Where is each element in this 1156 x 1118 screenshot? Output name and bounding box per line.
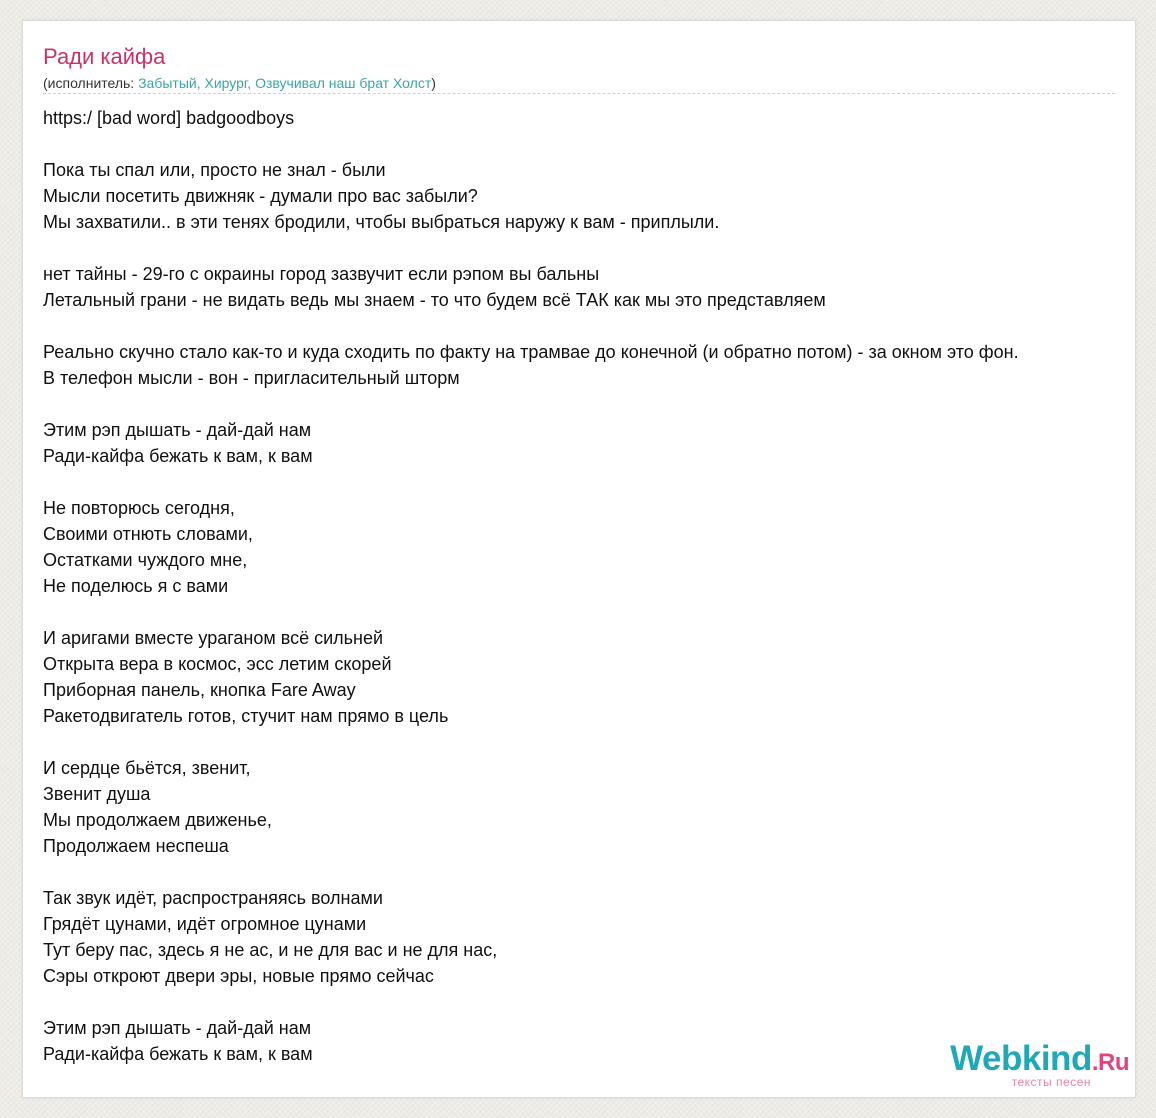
logo-name: Webkind <box>950 1039 1092 1078</box>
lyrics-line: Приборная панель, кнопка Fare Away <box>43 680 356 700</box>
artist-suffix: ) <box>431 75 436 91</box>
lyrics-text <box>43 105 1135 1067</box>
lyrics-blank-line <box>43 859 1135 885</box>
lyrics-line: В телефон мысли - вон - пригласительный шторм <box>43 368 460 388</box>
lyrics-line: Остатками чуждого мне, <box>43 550 248 570</box>
lyrics-line: нет тайны - 29-го с окраины город зазвучит если рэпом вы бальны <box>43 264 600 284</box>
artist-line <box>43 74 436 92</box>
lyrics-blank-line <box>43 729 1135 755</box>
lyrics-line: Мысли посетить движняк - думали про вас забыли? <box>43 186 478 206</box>
site-logo[interactable] <box>929 1039 1129 1089</box>
lyrics-line: Этим рэп дышать - дай-дай нам <box>43 1018 312 1038</box>
lyrics-blank-line <box>43 313 1135 339</box>
lyrics-blank-line <box>43 391 1135 417</box>
lyrics-card <box>22 20 1136 1098</box>
artist-prefix: (исполнитель: <box>43 75 139 91</box>
lyrics-line: https:/ [bad word] badgoodboys <box>43 108 295 128</box>
lyrics-line: Так звук идёт, распространяясь волнами <box>43 888 383 908</box>
logo-tld: .Ru <box>1091 1049 1129 1076</box>
song-title: Ради кайфа <box>43 44 166 69</box>
lyrics-blank-line <box>43 131 1135 157</box>
lyrics-line: И аригами вместе ураганом всё сильней <box>43 628 384 648</box>
lyrics-line: Ради-кайфа бежать к вам, к вам <box>43 1044 313 1064</box>
lyrics-line: Реально скучно стало как-то и куда сходить по факту на трамвае до конечной (и обратно потом) - за окном это фон. <box>43 342 1019 362</box>
lyrics-line: Мы продолжаем движенье, <box>43 810 272 830</box>
lyrics-line: Летальный грани - не видать ведь мы знаем - то что будем всё ТАК как мы это представляем <box>43 290 826 310</box>
lyrics-line: И сердце бьётся, звенит, <box>43 758 251 778</box>
lyrics-blank-line <box>43 599 1135 625</box>
lyrics-blank-line <box>43 469 1135 495</box>
lyrics-line: Этим рэп дышать - дай-дай нам <box>43 420 312 440</box>
lyrics-line: Грядёт цунами, идёт огромное цунами <box>43 914 367 934</box>
lyrics-line: Тут беру пас, здесь я не ас, и не для вас и не для нас, <box>43 940 498 960</box>
lyrics-blank-line <box>43 235 1135 261</box>
lyrics-line: Открыта вера в космос, эсс летим скорей <box>43 654 392 674</box>
lyrics-line: Пока ты спал или, просто не знал - были <box>43 160 386 180</box>
lyrics-line: Мы захватили.. в эти тенях бродили, чтобы выбраться наружу к вам - приплыли. <box>43 212 720 232</box>
logo-tagline: тексты песен <box>1011 1075 1091 1089</box>
lyrics-line: Своими отнють словами, <box>43 524 253 544</box>
artist-link[interactable]: Забытый, Хирург, Озвучивал наш брат Холст <box>138 75 432 91</box>
lyrics-line: Не поделюсь я с вами <box>43 576 229 596</box>
lyrics-line: Продолжаем неспеша <box>43 836 229 856</box>
lyrics-blank-line <box>43 989 1135 1015</box>
lyrics-line: Не повторюсь сегодня, <box>43 498 235 518</box>
lyrics-line: Звенит душа <box>43 784 151 804</box>
lyrics-line: Ракетодвигатель готов, стучит нам прямо в цель <box>43 706 449 726</box>
lyrics-line: Сэры откроют двери эры, новые прямо сейчас <box>43 966 434 986</box>
lyrics-line: Ради-кайфа бежать к вам, к вам <box>43 446 313 466</box>
title-separator <box>43 93 1115 94</box>
